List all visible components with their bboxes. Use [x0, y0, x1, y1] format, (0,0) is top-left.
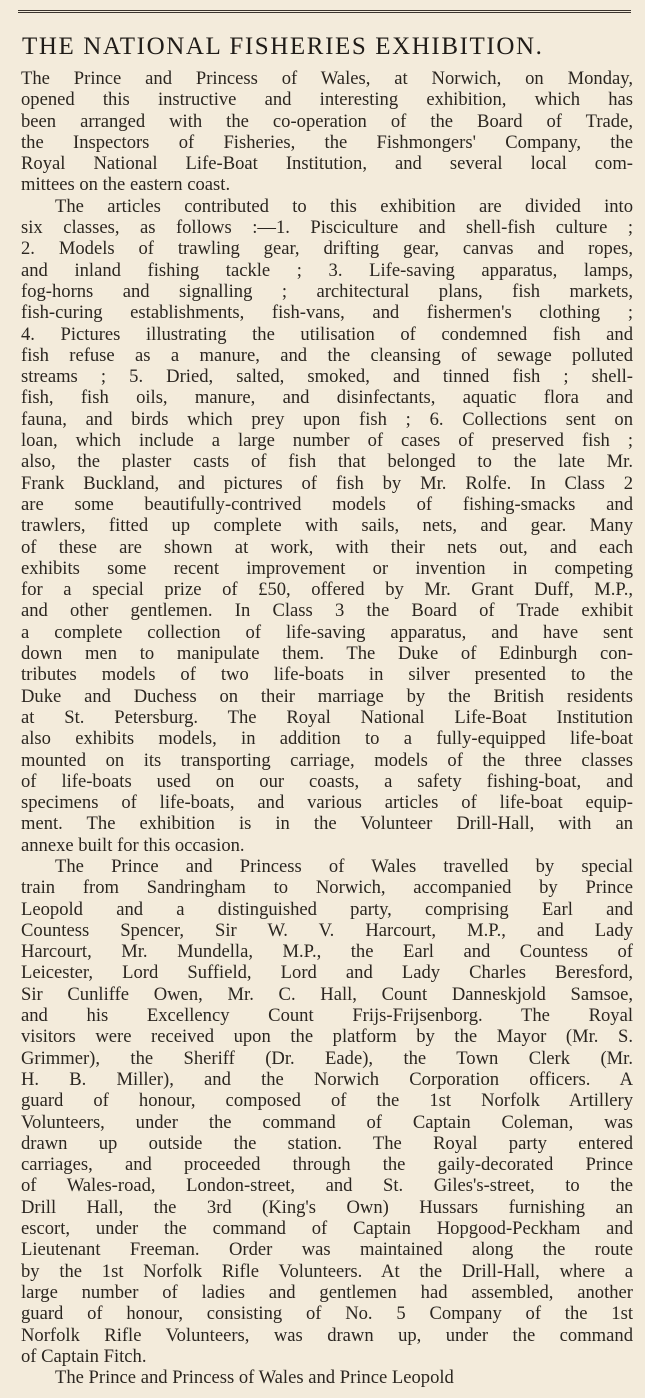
text-line: loan, which include a large number of cases of preserved fish ;: [21, 430, 633, 452]
text-line: and inland fishing tackle ; 3. Life-saving apparatus, lamps,: [21, 259, 633, 281]
text-line: are some beautifully-contrived models of fishing-smacks and: [21, 493, 633, 515]
article-paragraph: [21, 1367, 633, 1388]
text-line: Duke and Duchess on their marriage by the British residents: [21, 685, 633, 707]
text-line: Leicester, Lord Suffield, Lord and Lady Charles Beresford,: [21, 962, 633, 984]
article-paragraph: [21, 68, 633, 196]
text-line: of these are shown at work, with their nets out, and each: [21, 536, 633, 558]
text-line: drawn up outside the station. The Royal party entered: [21, 1132, 633, 1154]
text-line: down men to manipulate them. The Duke of Edinburgh con-: [21, 643, 633, 665]
text-line: by the 1st Norfolk Rifle Volunteers. At the Drill-Hall, where a: [21, 1260, 633, 1282]
text-line: mittees on the eastern coast.: [21, 174, 231, 196]
text-line: and other gentlemen. In Class 3 the Board of Trade exhibit: [21, 600, 633, 622]
text-line: carriages, and proceeded through the gaily-decorated Prince: [21, 1154, 633, 1176]
text-line: fish refuse as a manure, and the cleansing of sewage polluted: [21, 344, 633, 366]
text-line: 2. Models of trawling gear, drifting gear, canvas and ropes,: [21, 238, 633, 260]
text-line: The Prince and Princess of Wales and Prince Leopold: [55, 1367, 454, 1389]
text-line: ment. The exhibition is in the Volunteer Drill-Hall, with an: [21, 813, 633, 835]
text-line: Norfolk Rifle Volunteers, was drawn up, under the command: [21, 1324, 633, 1346]
text-line: of life-boats used on our coasts, a safety fishing-boat, and: [21, 770, 633, 792]
text-line: fish-curing establishments, fish-vans, and fishermen's clothing ;: [21, 302, 633, 324]
text-line: Harcourt, Mr. Mundella, M.P., the Earl and Countess of: [21, 941, 633, 963]
text-line: visitors were received upon the platform by the Mayor (Mr. S.: [21, 1026, 633, 1048]
text-line: train from Sandringham to Norwich, accompanied by Prince: [21, 877, 633, 899]
text-line: a complete collection of life-saving apparatus, and have sent: [21, 621, 633, 643]
text-line: 4. Pictures illustrating the utilisation of condemned fish and: [21, 323, 633, 345]
article-title: THE NATIONAL FISHERIES EXHIBITION.: [22, 33, 544, 60]
text-line: Drill Hall, the 3rd (King's Own) Hussars furnishing an: [21, 1196, 633, 1218]
text-line: fauna, and birds which prey upon fish ; 6. Collections sent on: [21, 408, 633, 430]
text-line: six classes, as follows :—1. Pisciculture and shell-fish culture ;: [21, 217, 633, 239]
text-line: mounted on its transporting carriage, models of the three classes: [21, 749, 633, 771]
text-line: been arranged with the co-operation of the Board of Trade,: [21, 110, 633, 132]
text-line: guard of honour, composed of the 1st Norfolk Artillery: [21, 1090, 633, 1112]
text-line: fog-horns and signalling ; architectural plans, fish markets,: [21, 280, 633, 302]
text-line: Leopold and a distinguished party, comprising Earl and: [21, 898, 633, 920]
text-line: Lieutenant Freeman. Order was maintained along the route: [21, 1239, 633, 1261]
text-line: also, the plaster casts of fish that belonged to the late Mr.: [21, 451, 633, 473]
text-line: and his Excellency Count Frijs-Frijsenborg. The Royal: [21, 1005, 633, 1027]
text-line: fish, fish oils, manure, and disinfectants, aquatic flora and: [21, 387, 633, 409]
text-line: the Inspectors of Fisheries, the Fishmongers' Company, the: [21, 131, 633, 153]
text-line: at St. Petersburg. The Royal National Life-Boat Institution: [21, 706, 633, 728]
text-line: trawlers, fitted up complete with sails, nets, and gear. Many: [21, 515, 633, 537]
text-line: of Wales-road, London-street, and St. Giles's-street, to the: [21, 1175, 633, 1197]
text-line: The Prince and Princess of Wales, at Norwich, on Monday,: [21, 68, 633, 89]
text-line: streams ; 5. Dried, salted, smoked, and tinned fish ; shell-: [21, 366, 633, 388]
article-body: [21, 68, 633, 1388]
text-line: for a special prize of £50, offered by Mr. Grant Duff, M.P.,: [21, 579, 633, 601]
text-line: Royal National Life-Boat Institution, and several local com-: [21, 153, 633, 175]
text-line: Sir Cunliffe Owen, Mr. C. Hall, Count Danneskjold Samsoe,: [21, 983, 633, 1005]
article-paragraph: [21, 196, 633, 856]
text-line: escort, under the command of Captain Hopgood-Peckham and: [21, 1218, 633, 1240]
article-paragraph: [21, 856, 633, 1367]
text-line: also exhibits models, in addition to a fully-equipped life-boat: [21, 728, 633, 750]
text-line: specimens of life-boats, and various articles of life-boat equip-: [21, 792, 633, 814]
text-line: large number of ladies and gentlemen had assembled, another: [21, 1281, 633, 1303]
text-line: opened this instructive and interesting exhibition, which has: [21, 89, 633, 111]
text-line: Frank Buckland, and pictures of fish by Mr. Rolfe. In Class 2: [21, 472, 633, 494]
text-line: of Captain Fitch.: [21, 1345, 147, 1367]
text-line: annexe built for this occasion.: [21, 834, 245, 856]
text-line: Volunteers, under the command of Captain Coleman, was: [21, 1111, 633, 1133]
text-line: H. B. Miller), and the Norwich Corporation officers. A: [21, 1068, 633, 1090]
text-line: Countess Spencer, Sir W. V. Harcourt, M.P., and Lady: [21, 919, 633, 941]
text-line: exhibits some recent improvement or invention in competing: [21, 557, 633, 579]
top-double-rule: [18, 10, 631, 13]
text-line: The Prince and Princess of Wales travelled by special: [55, 855, 633, 877]
text-line: guard of honour, consisting of No. 5 Company of the 1st: [21, 1303, 633, 1325]
text-line: Grimmer), the Sheriff (Dr. Eade), the Town Clerk (Mr.: [21, 1047, 633, 1069]
text-line: The articles contributed to this exhibition are divided into: [55, 195, 633, 217]
text-line: tributes models of two life-boats in silver presented to the: [21, 664, 633, 686]
